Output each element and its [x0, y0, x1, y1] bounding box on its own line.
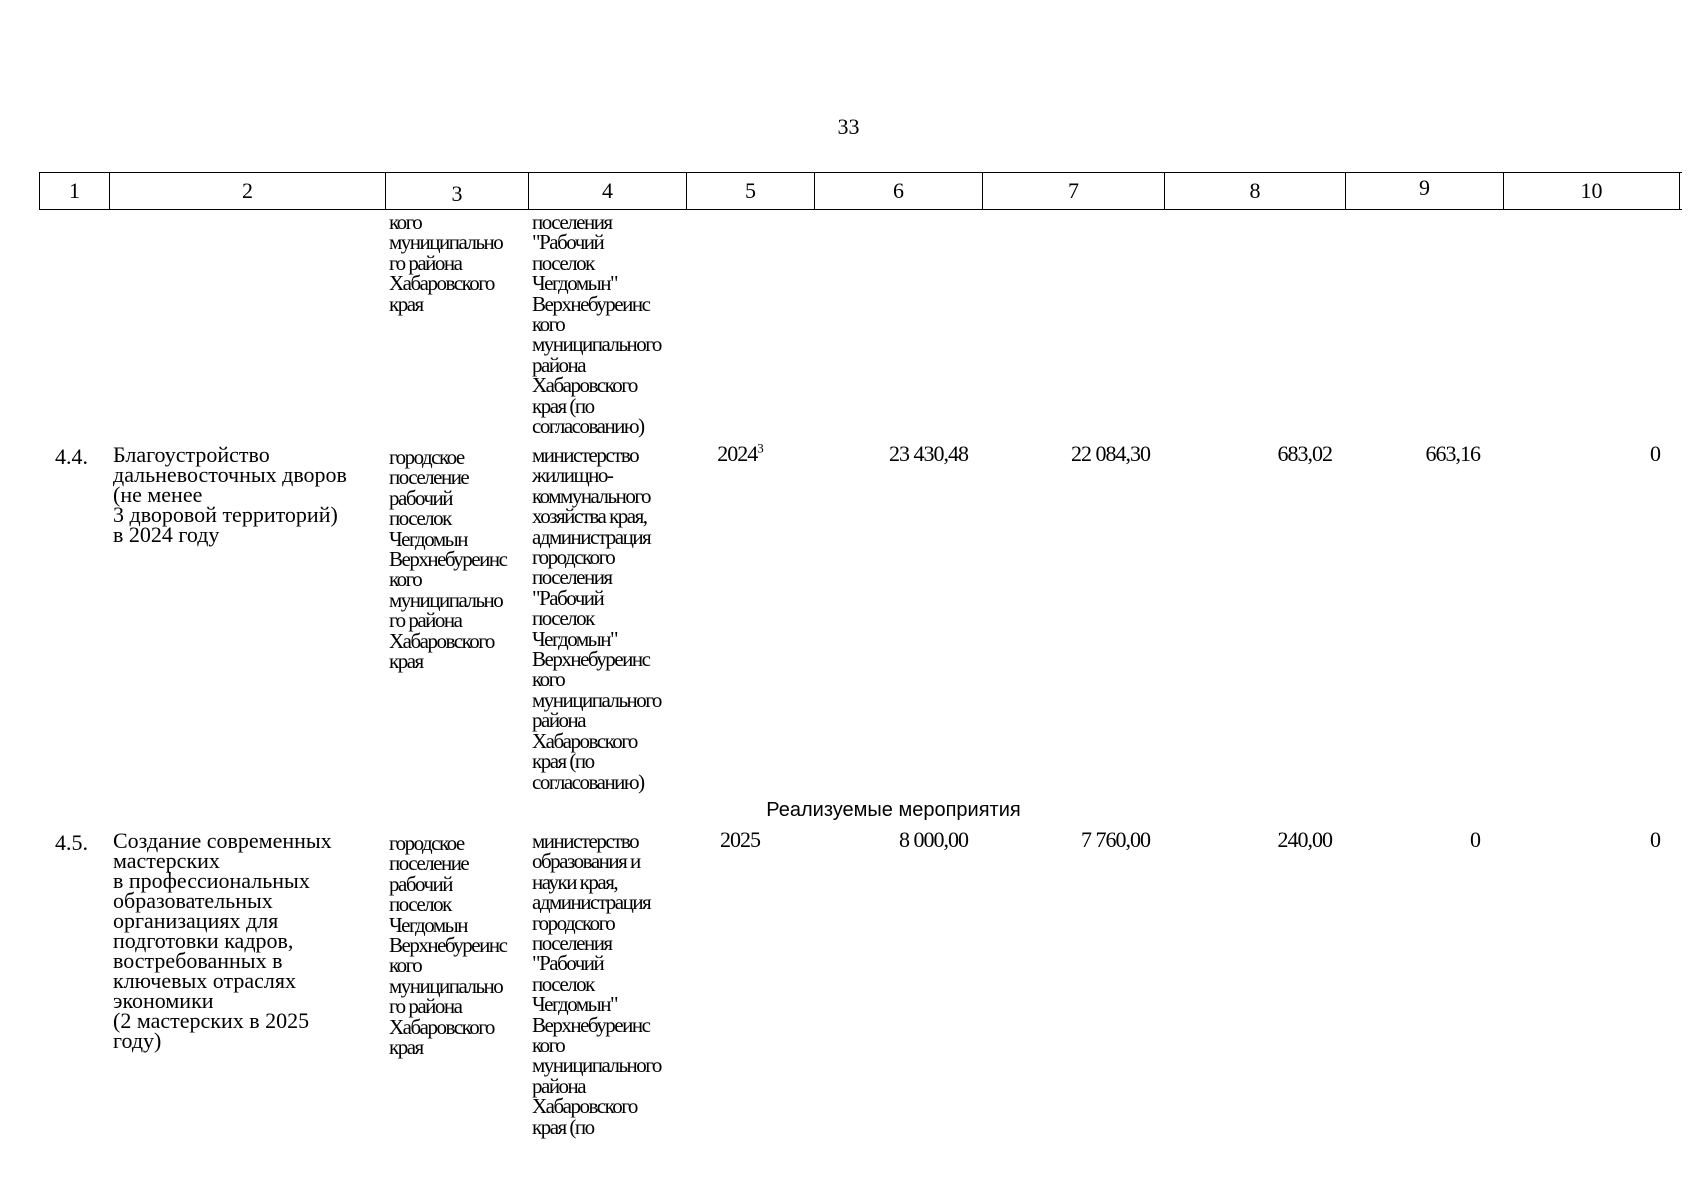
row-col6-4-5: 8 000,00 — [899, 827, 968, 852]
row-executor-4-4: городское поселение рабочий поселок Чегдомын Верхнебуреинс кого муниципально го района Хабаровского края — [389, 445, 507, 674]
section-title: Реализуемые мероприятия — [766, 799, 1021, 821]
row-col8-4-4: 683,02 — [1277, 441, 1332, 466]
row-name-4-5: Создание современных мастерских в профессиональных образовательных организациях для подготовки кадров, востребованных в ключевых отраслях экономики (2 мастерских в 2025 году) — [113, 828, 332, 1053]
header-col-7: 7 — [982, 173, 1164, 209]
header-col-9: 9 — [1345, 173, 1503, 209]
row-year-4-5: 2025 — [720, 827, 760, 852]
row-responsible-4-4: министерство жилищно- коммунального хозяйства края, администрация городского поселения "Рабочий поселок Чегдомын" Верхнебуреинс кого муниципального района Хабаровского края (по согласованию) — [532, 443, 661, 794]
row-col7-4-4: 22 084,30 — [1071, 441, 1150, 466]
header-col-6: 6 — [814, 173, 982, 209]
row-name-4-4: Благоустройство дальневосточных дворов (не менее 3 дворовой территорий) в 2024 году — [113, 442, 347, 547]
continuation-executor: кого муниципально го района Хабаровского края — [389, 210, 503, 316]
row-col7-4-5: 7 760,00 — [1081, 827, 1150, 852]
row-col6-4-4: 23 430,48 — [889, 441, 968, 466]
row-col9-4-4: 663,16 — [1425, 441, 1480, 466]
table-header-row — [39, 172, 1682, 210]
continuation-responsible: поселения "Рабочий поселок Чегдомын" Верхнебуреинс кого муниципального района Хабаровского края (по согласованию) — [532, 210, 661, 439]
row-responsible-4-5: министерство образования и науки края, администрация городского поселения "Рабочий поселок Чегдомын" Верхнебуреинс кого муниципального района Хабаровского края (по — [532, 829, 661, 1139]
row-executor-4-5: городское поселение рабочий поселок Чегдомын Верхнебуреинс кого муниципально го района Хабаровского края — [389, 831, 507, 1060]
header-col-8: 8 — [1164, 173, 1345, 209]
row-col10-4-4: 0 — [1650, 441, 1660, 466]
row-col8-4-5: 240,00 — [1277, 827, 1332, 852]
row-number-4-5: 4.5. — [55, 830, 88, 855]
header-col-2: 2 — [109, 173, 385, 209]
header-col-3: 3 — [385, 173, 528, 209]
header-col-5: 5 — [686, 173, 814, 209]
header-col-4: 4 — [528, 173, 686, 209]
footnote-mark: 3 — [757, 440, 763, 456]
row-year-4-4: 2024$^3$ — [717, 440, 763, 466]
header-col-1: 1 — [39, 173, 109, 209]
row-col10-4-5: 0 — [1650, 827, 1660, 852]
row-number-4-4: 4.4. — [55, 444, 88, 469]
row-col9-4-5: 0 — [1470, 827, 1480, 852]
page-number: 33 — [837, 114, 860, 139]
header-col-10: 10 — [1503, 173, 1680, 209]
